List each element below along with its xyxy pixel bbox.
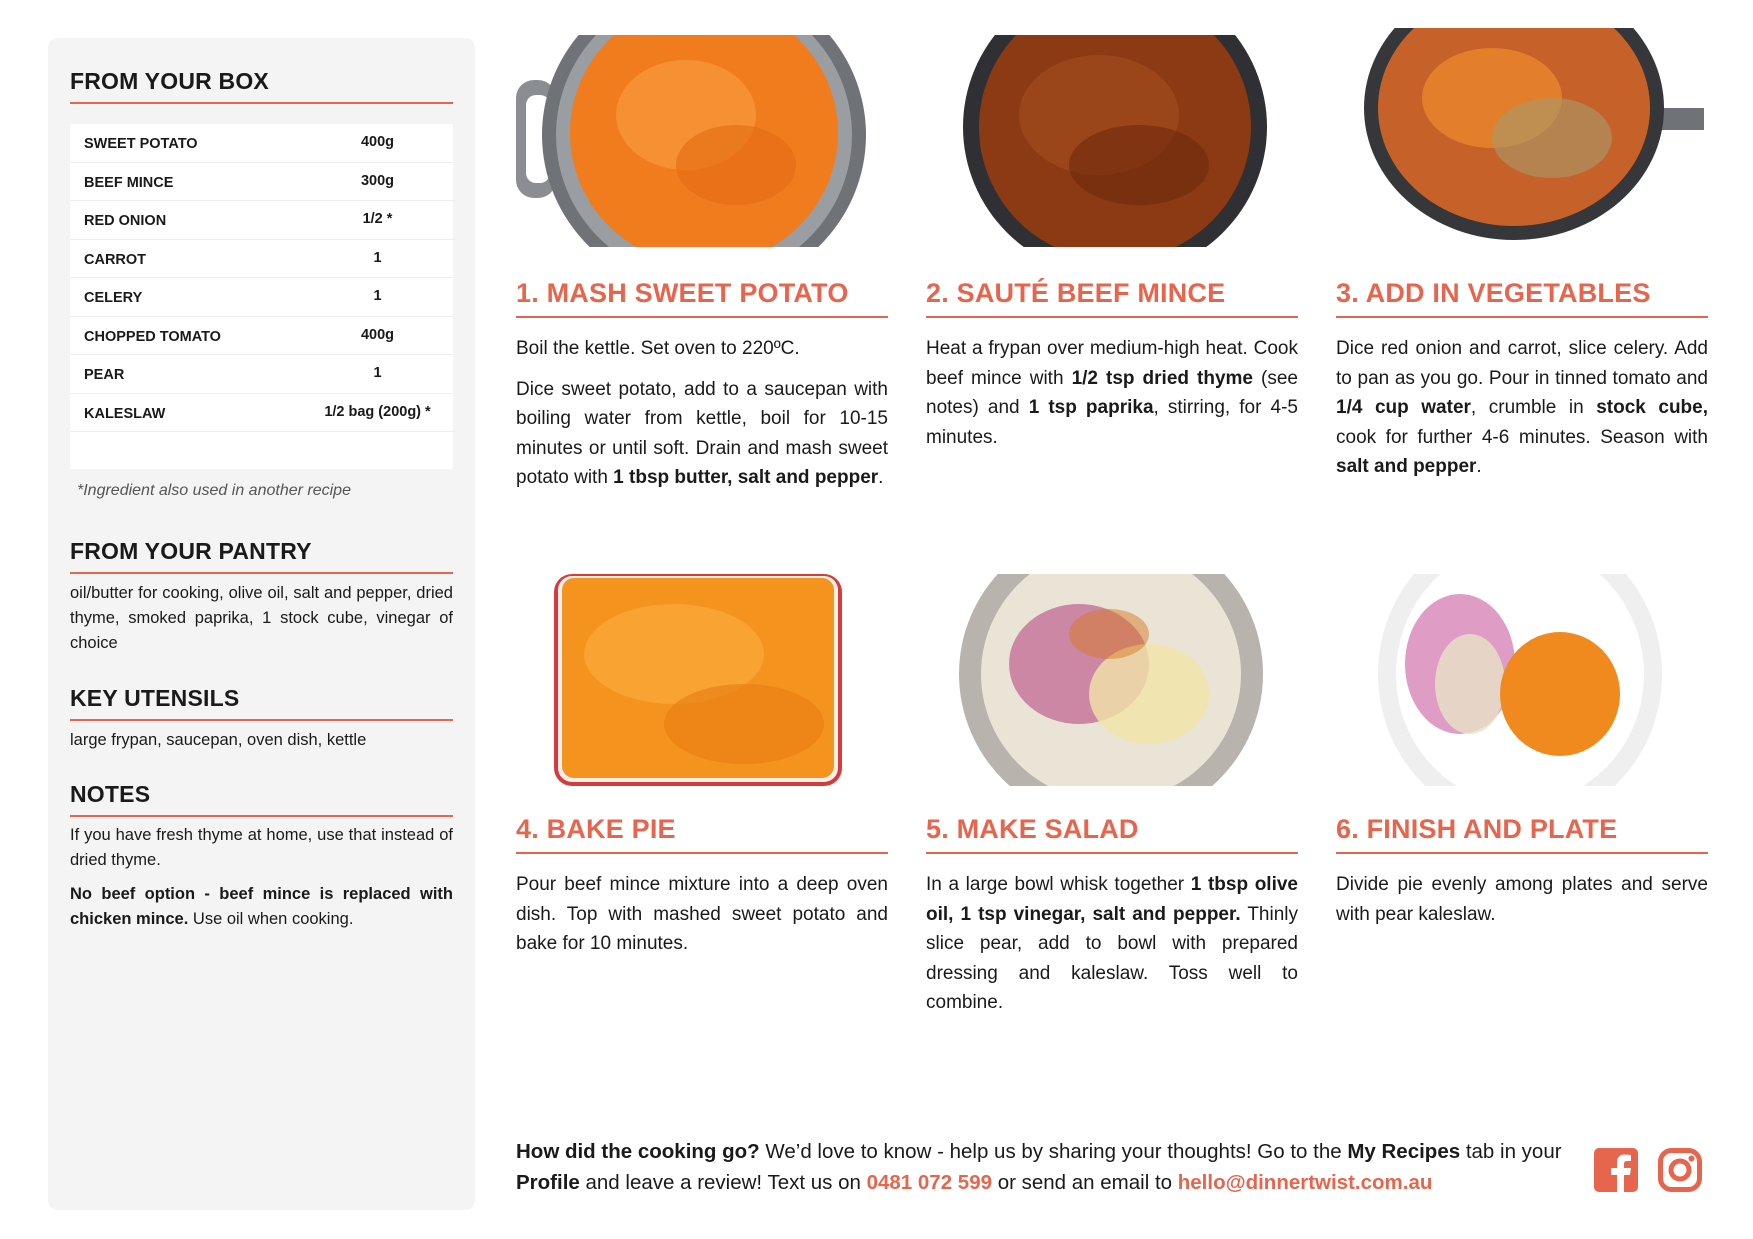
feedback-text-3: and leave a review! Text us on <box>579 1171 867 1194</box>
notes-text-2 <box>70 882 453 932</box>
step-6-title: 6. FINISH AND PLATE <box>1336 814 1708 854</box>
step-5-title: 5. MAKE SALAD <box>926 814 1298 854</box>
ingredient-qty: 1 <box>373 288 382 304</box>
ingredient-qty: 1/2 * <box>362 211 393 227</box>
step-4-para: Pour beef mince mixture into a deep oven dish. Top with mashed sweet potato and bake for 10 minutes. <box>516 874 888 954</box>
facebook-icon[interactable] <box>1594 1148 1638 1197</box>
step-3-text-d: stock cube, <box>1596 397 1709 418</box>
ingredient-qty: 1 <box>373 365 382 381</box>
step-2-text <box>926 334 1298 463</box>
step-4-title: 4. BAKE PIE <box>516 814 888 854</box>
phone-link[interactable]: 0481 072 599 <box>866 1171 992 1194</box>
table-row <box>70 201 453 240</box>
ingredient-name: BEEF MINCE <box>84 174 174 191</box>
step-5-para <box>926 870 1298 1018</box>
table-row <box>70 278 453 317</box>
profile-label: Profile <box>516 1171 580 1194</box>
step-2-text-a: Heat a frypan over medium-high heat. Cook beef mince with <box>926 338 1298 389</box>
feedback-text-4: or send an email to <box>992 1171 1178 1194</box>
table-row <box>70 317 453 356</box>
table-row <box>70 124 453 163</box>
step-2-text-e: , stirring, for 4-5 minutes. <box>926 397 1298 448</box>
utensils-text: large frypan, saucepan, oven dish, kettle <box>70 731 367 749</box>
step-1-text-c: . <box>878 467 884 488</box>
pantry-text: oil/butter for cooking, olive oil, salt and pepper, dried thyme, smoked paprika, 1 stock cube, vinegar of choice <box>70 584 453 652</box>
email-link[interactable]: hello@dinnertwist.com.au <box>1177 1171 1433 1194</box>
ingredient-name: PEAR <box>84 367 125 383</box>
step-4-photo <box>554 574 874 786</box>
key-utensils-title: KEY UTENSILS <box>70 685 453 721</box>
step-6-para: Divide pie evenly among plates and serve with pear kaleslaw. <box>1336 874 1708 925</box>
ingredient-qty: 1 <box>373 249 382 266</box>
notes-rest: Use oil when cooking. <box>188 910 354 928</box>
step-2-photo <box>929 35 1291 247</box>
feedback-question: How did the cooking go? <box>516 1140 760 1163</box>
step-1-text-bold: 1 tbsp butter, salt and pepper <box>613 467 879 488</box>
step-3-title: 3. ADD IN VEGETABLES <box>1336 278 1708 318</box>
step-3-para <box>1336 334 1708 482</box>
instagram-icon[interactable] <box>1658 1148 1702 1197</box>
ingredient-qty: 300g <box>360 172 395 189</box>
step-3-text-b: 1/4 cup water <box>1336 397 1471 418</box>
ingredient-qty: 1/2 bag (200g) * <box>324 403 431 420</box>
notes-title: NOTES <box>70 781 453 817</box>
step-3-text-g: . <box>1476 456 1482 477</box>
step-6-text <box>1336 870 1708 940</box>
from-your-box-title: FROM YOUR BOX <box>70 68 453 104</box>
step-3-text-a: Dice red onion and carrot, slice celery. Add to pan as you go. Pour in tinned tomato and <box>1336 338 1708 389</box>
feedback-text <box>516 1136 1581 1198</box>
ingredient-footnote: *Ingredient also used in another recipe <box>77 482 351 499</box>
from-your-pantry-title: FROM YOUR PANTRY <box>70 538 453 574</box>
step-2-text-b: 1/2 tsp dried thyme <box>1071 367 1253 389</box>
step-5-text-a: In a large bowl whisk together <box>926 874 1191 895</box>
ingredients-sidebar <box>48 38 475 1210</box>
ingredient-qty: 400g <box>360 326 395 343</box>
step-3-text-c: , crumble in <box>1470 397 1597 418</box>
step-4-text <box>516 870 888 970</box>
step-1-title: 1. MASH SWEET POTATO <box>516 278 888 318</box>
my-recipes-label: My Recipes <box>1347 1140 1461 1163</box>
ingredient-qty: 400g <box>360 134 395 150</box>
step-3-text-f: salt and pepper <box>1336 456 1477 477</box>
ingredient-name: SWEET POTATO <box>84 136 198 152</box>
step-3-photo <box>1342 28 1704 240</box>
step-2-title: 2. SAUTÉ BEEF MINCE <box>926 278 1298 318</box>
step-1-text <box>516 334 888 504</box>
ingredient-name: CHOPPED TOMATO <box>84 328 221 345</box>
step-1-para-1: Boil the kettle. Set oven to 220ºC. <box>516 338 800 359</box>
table-row <box>70 240 453 279</box>
ingredients-table <box>70 124 453 469</box>
table-row <box>70 394 453 433</box>
step-5-text-b: 1 tbsp olive oil, 1 tsp vinegar, salt and pepper. <box>926 874 1299 925</box>
notes-text-1: If you have fresh thyme at home, use that instead of dried thyme. <box>70 826 453 869</box>
ingredient-name: CARROT <box>84 251 147 268</box>
step-2-text-d: 1 tsp paprika <box>1028 397 1154 418</box>
step-6-photo <box>1370 574 1670 786</box>
notes-bold: No beef option - beef mince is replaced with chicken mince. <box>70 885 453 928</box>
step-3-text <box>1336 334 1708 493</box>
feedback-text-1: We’d love to know - help us by sharing your thoughts! Go to the <box>759 1140 1348 1163</box>
ingredient-name: CELERY <box>84 290 143 306</box>
step-2-para <box>926 334 1298 452</box>
feedback-text-2: tab in your <box>1460 1140 1562 1163</box>
step-1-text-a: Dice sweet potato, add to a saucepan with boiling water from kettle, boil for 10-15 minutes or until soft. Drain and mash sweet potato with <box>516 378 888 488</box>
step-3-text-e: cook for further 4-6 minutes. Season with <box>1336 426 1708 448</box>
step-2-text-c: (see notes) and <box>926 367 1298 418</box>
step-5-text-c: Thinly slice pear, add to bowl with prepared dressing and kaleslaw. Toss well to combine. <box>926 903 1298 1013</box>
step-5-photo <box>929 574 1291 786</box>
step-1-photo <box>516 35 878 247</box>
step-1-para-2 <box>516 375 888 493</box>
step-5-text <box>926 870 1298 1029</box>
ingredient-name: RED ONION <box>84 213 167 229</box>
table-row <box>70 355 453 394</box>
ingredient-name: KALESLAW <box>84 405 166 422</box>
table-row <box>70 163 453 202</box>
